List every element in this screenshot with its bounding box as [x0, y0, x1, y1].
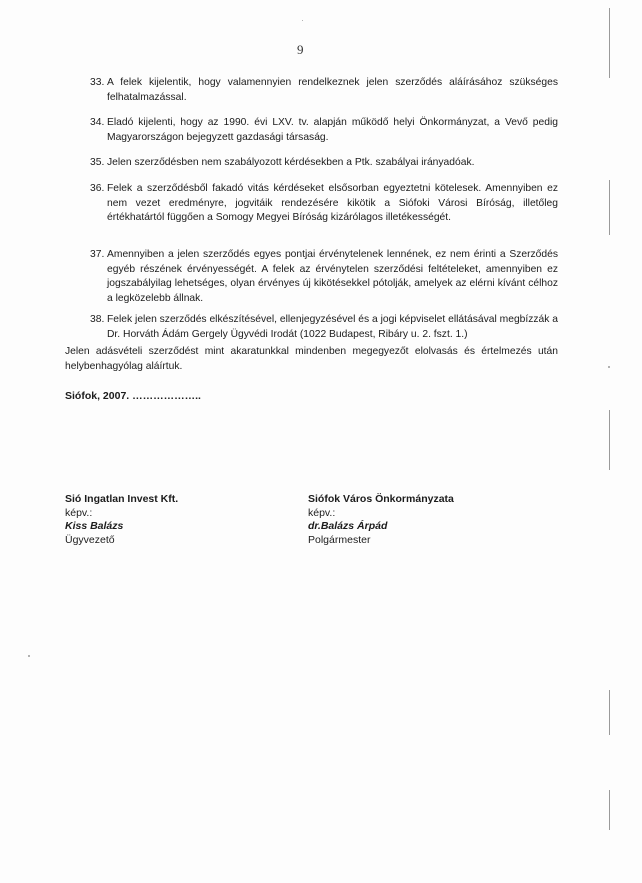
clause-number: 36. [90, 183, 105, 194]
clause-text: Eladó kijelenti, hogy az 1990. évi LXV. tv. alapján működő helyi Önkormányzat, a Vevő pedig Magyarországon bejegyzett gazdasági társaság. [107, 117, 558, 143]
clause-number: 38. [90, 314, 105, 325]
clause-number: 37. [90, 249, 105, 260]
clause-37 [90, 248, 558, 306]
scan-artifact-line [609, 8, 610, 78]
scan-artifact-speck [608, 366, 610, 368]
clause-35 [90, 156, 558, 171]
scan-artifact-line [609, 690, 610, 735]
represented-by-label: képv.: [308, 506, 336, 519]
clause-number: 34. [90, 117, 105, 128]
signatory-title: Polgármester [308, 533, 371, 546]
clause-number: 35. [90, 157, 105, 168]
clause-36 [90, 182, 558, 226]
closing-paragraph: Jelen adásvételi szerződést mint akaratunkkal mindenben megegyezőt elolvasás és értelmezés után helybenhagyólag aláírtuk. [65, 346, 558, 372]
signature-block-buyer [65, 493, 178, 547]
scan-artifact-speck [28, 655, 30, 657]
clause-number: 33. [90, 77, 105, 88]
signatory-organization: Siófok Város Önkormányzata [308, 493, 454, 505]
signature-block-seller [308, 493, 454, 547]
clause-text: Felek a szerződésből fakadó vitás kérdéseket elsősorban egyeztetni kötelesek. Amennyiben ez nem vezet eredményre, jogvitáik rendezésére kikötik a Siófoki Városi Bíróság, illetőleg értékhatártól függően a Somogy Megyei Bíróság kizárólagos illetékességét. [107, 183, 558, 224]
page-number: 9 [297, 42, 304, 57]
clause-38 [90, 313, 558, 342]
signatory-name: Kiss Balázs [65, 520, 124, 532]
scan-artifact-line [609, 410, 610, 470]
clause-text: Felek jelen szerződés elkészítésével, ellenjegyzésével és a jogi képviselet ellátásával megbízzák a Dr. Horváth Ádám Gergely Ügyvédi Irodát (1022 Budapest, Ribáry u. 2. fszt. 1.) [107, 314, 559, 340]
clause-33 [90, 76, 558, 105]
represented-by-label: képv.: [65, 506, 93, 519]
clause-text: Jelen szerződésben nem szabályozott kérdésekben a Ptk. szabályai irányadóak. [107, 157, 475, 168]
place-date: Siófok, 2007. ……………….. [65, 390, 201, 402]
signatory-name: dr.Balázs Árpád [308, 520, 388, 532]
clause-text: Amennyiben a jelen szerződés egyes pontjai érvénytelenek lennének, ez nem érinti a Szerződés egyéb részének érvényességét. A felek az érvénytelen szerződési feltételeket, amennyiben ez jogszabályilag lehetséges, olyan érvényes új kikötésekkel pótolják, amelyek az elérni kívánt célhoz a legközelebb állnak. [107, 249, 558, 304]
scan-artifact-line [609, 790, 610, 830]
signatory-organization: Sió Ingatlan Invest Kft. [65, 493, 179, 505]
scan-artifact-speck [302, 20, 303, 21]
scan-artifact-line [609, 180, 610, 235]
clause-34 [90, 116, 558, 145]
clause-text: A felek kijelentik, hogy valamennyien rendelkeznek jelen szerződés aláírásához szükséges felhatalmazással. [107, 77, 558, 103]
signatory-title: Ügyvezető [65, 533, 115, 546]
